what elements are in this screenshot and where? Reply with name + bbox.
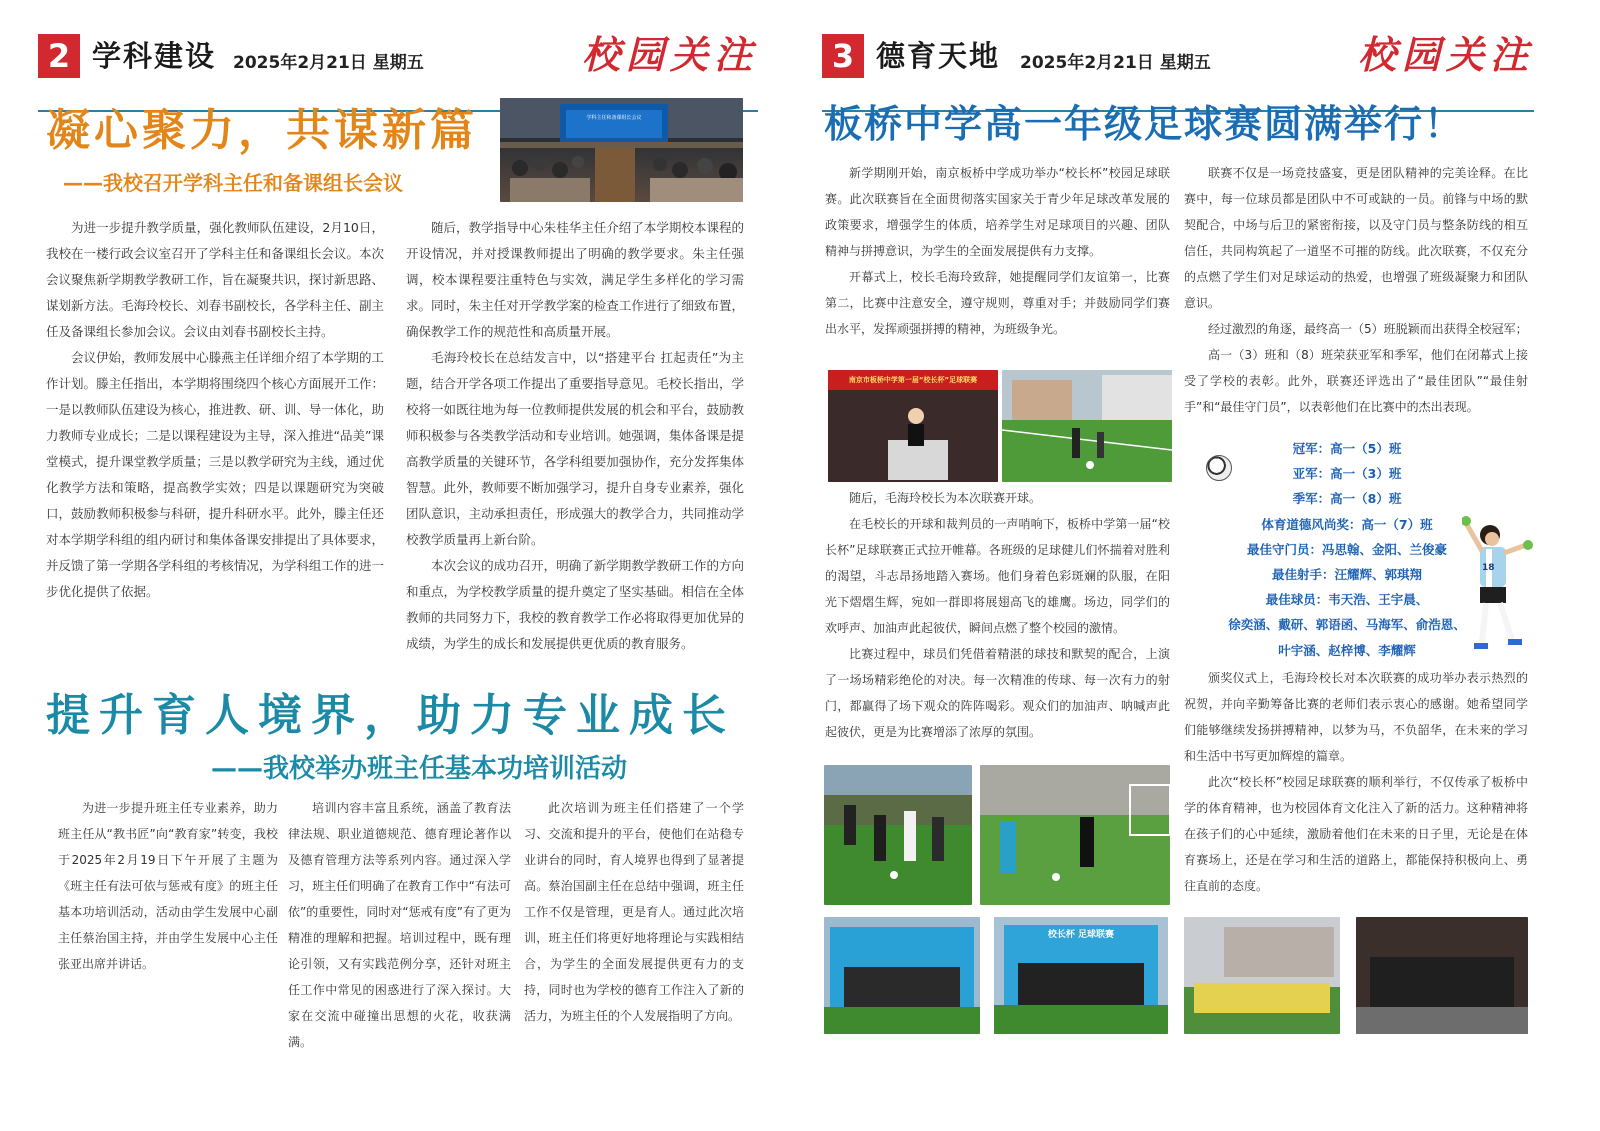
goalkeeper-figure (1462, 515, 1534, 660)
awards-list (1222, 436, 1472, 663)
award-line: 叶宇涵、赵梓博、李耀辉 (1278, 642, 1416, 658)
article-title: 板桥中学高一年级足球赛圆满举行！ (824, 102, 1465, 146)
team-photo-1 (824, 917, 980, 1034)
kickoff-illustration (1002, 370, 1172, 482)
article1-paragraph: 随后，教学指导中心朱桂华主任介绍了本学期校本课程的开设情况，并对授课教师提出了明确的教学要求。朱主任强调，校本课程要注重特色与实效，满足学生多样化的学习需求。同时，朱主任对开学教学案的检查工作进行了细致布置，确保教学工作的规范性和高质量开展。 (406, 220, 744, 339)
football-paragraph: 高一（3）班和（8）班荣获亚军和季军，他们在闭幕式上接受了学校的表彰。此外，联赛还评选出了“最佳团队”“最佳射手”和“最佳守门员”，以表彰他们在比赛中的杰出表现。 (1184, 348, 1528, 414)
board-text: 校长杯 足球联赛 (1047, 930, 1115, 940)
football-paragraph: 新学期刚开始，南京板桥中学成功举办“校长杯”校园足球联赛。此次联赛旨在全面贯彻落实国家关于青少年足球改革发展的政策要求，增强学生的体质，培养学生对足球项目的兴趣、团队精神与拼搏意识，为学生的全面发展提供有力支撑。 (825, 166, 1170, 258)
article2-subtitle: ——我校举办班主任基本功培训活动 (211, 754, 628, 784)
football-paragraph: 比赛过程中，球员们凭借着精湛的球技和默契的配合，上演了一场场精彩绝伦的对决。每一次精准的传球、每一次有力的射门，都赢得了场下观众的阵阵喝彩。观众们的加油声、呐喊声此起彼伏，更是为比赛增添了浓厚的氛围。 (825, 647, 1170, 739)
meeting-screen-text: 学科主任和备课组长会议 (586, 115, 642, 121)
opening-ceremony-illustration (828, 370, 998, 482)
masthead-brand: 校园关注 (1357, 32, 1534, 77)
football-paragraph: 联赛不仅是一场竞技盛宴，更是团队精神的完美诠释。在比赛中，每一位球员都是团队中不可或缺的一员。前锋与中场的默契配合，中场与后卫的紧密衔接，以及守门员与整条防线的相互信任，共同构筑起了一道坚不可摧的防线。此次联赛，不仅充分的点燃了学生们对足球运动的热爱，也增强了班级凝聚力和团队意识。 (1184, 166, 1528, 310)
issue-date: 2025年2月21日 星期五 (233, 53, 424, 73)
award-line: 最佳球员：韦天浩、王宇晨、 (1265, 592, 1429, 608)
award-line: 季军：高一（8）班 (1292, 491, 1402, 507)
football-paragraph: 此次“校长杯”校园足球联赛的顺利举行，不仅传承了板桥中学的体育精神，也为校园体育文化注入了新的活力。这种精神将在孩子们的心中延续，激励着他们在未来的日子里，无论是在体育赛场上，还是在学习和生活的道路上，都能保持积极向上、勇往直前的态度。 (1184, 775, 1528, 893)
right-page (822, 0, 1534, 1131)
meeting-photo (500, 98, 743, 202)
masthead-brand: 校园关注 (581, 32, 758, 77)
article2-paragraph: 此次培训为班主任们搭建了一个学习、交流和提升的平台，使他们在站稳专业讲台的同时，育人境界也得到了显著提高。蔡治国副主任在总结中强调，班主任工作不仅是管理，更是育人。通过此次培训，班主任们将更好地将理论与实践相结合，为学生的全面发展提供更有力的支持，同时也为学校的德育工作注入了新的活力，为班主任的个人发展指明了方向。 (524, 801, 744, 1023)
football-paragraph: 开幕式上，校长毛海玲致辞，她提醒同学们友谊第一，比赛第二，比赛中注意安全，遵守规则，尊重对手；并鼓励同学们赛出水平，发挥顽强拼搏的精神，为班级争光。 (825, 270, 1170, 336)
article1-subtitle: ——我校召开学科主任和备课组长会议 (63, 171, 403, 195)
article1-title: 凝心聚力，共谋新篇 (46, 105, 478, 156)
kickoff-photo (1002, 370, 1172, 482)
match-photo-1-illustration (824, 765, 972, 905)
opening-ceremony-photo (828, 370, 998, 482)
team-photo-3 (1184, 917, 1340, 1034)
article2-column-3 (524, 795, 744, 1029)
article1-paragraph: 会议伊始，教师发展中心滕燕主任详细介绍了本学期的工作计划。滕主任指出，本学期将围绕四个核心方面展开工作：一是以教师队伍建设为核心，推进教、研、训、导一体化，助力教师专业成长；二是以课程建设为主导，深入推进“品美”课堂模式，提升课堂教学质量；三是以教学研究为主线，通过优化教学方法和策略，提高教学实效；四是以课题研究为突破口，鼓励教师积极参与科研，提升科研水平。此外，滕主任还对本学期学科组的组内研讨和集体备课安排提出了具体要求，并反馈了第一学期各学科组的考核情况，为学科组工作的进一步优化提供了依据。 (46, 350, 384, 599)
article2-column-2 (288, 795, 511, 1055)
team-photo-1-illustration (824, 917, 980, 1034)
page-header (38, 30, 758, 84)
award-line: 体育道德风尚奖：高一（7）班 (1261, 516, 1433, 532)
article1-paragraph: 毛海玲校长在总结发言中，以“搭建平台 扛起责任”为主题，结合开学各项工作提出了重要指导意见。毛校长指出，学校将一如既往地为每一位教师提供发展的机会和平台，鼓励教师积极参与各类教学活动和专业培训。她强调，集体备课是提高教学质量的关键环节，各学科组要加强协作，充分发挥集体智慧。此外，教师要不断加强学习，提升自身专业素养，强化团队意识，主动承担责任，形成强大的教学合力，共同推动学校教学质量再上新台阶。 (406, 350, 744, 547)
page-header (822, 30, 1534, 84)
football-column-2-top (1184, 160, 1528, 420)
team-photo-3-illustration (1184, 917, 1340, 1034)
article1-column-right (406, 215, 744, 657)
football-paragraph: 颁奖仪式上，毛海玲校长对本次联赛的成功举办表示热烈的祝贺，并向辛勤筹备比赛的老师们表示衷心的感谢。她希望同学们能够继续发扬拼搏精神，以梦为马，不负韶华，在未来的学习和生活中书写更加辉煌的篇章。 (1184, 671, 1528, 763)
award-line: 最佳射手：汪耀辉、郭琪翔 (1271, 567, 1422, 583)
section-title: 学科建设 (92, 39, 217, 73)
football-paragraph: 在毛校长的开球和裁判员的一声哨响下，板桥中学第一届“校长杯”足球联赛正式拉开帷幕。各班级的足球健儿们怀揣着对胜利的渴望，斗志昂扬地踏入赛场。他们身着色彩斑斓的队服，在阳光下熠熠生辉，宛如一群即将展翅高飞的雄鹰。场边，同学们的欢呼声、加油声此起彼伏，瞬间点燃了整个校园的激情。 (825, 517, 1170, 635)
article2-column-1 (58, 795, 278, 977)
award-line: 亚军：高一（3）班 (1292, 466, 1402, 482)
football-paragraph: 随后，毛海玲校长为本次联赛开球。 (849, 491, 1042, 505)
article1-paragraph: 本次会议的成功召开，明确了新学期教学教研工作的方向和重点，为学校教学质量的提升奠定了坚实基础。相信在全体教师的共同努力下，我校的教育教学工作必将取得更加优异的成绩，为学生的成长和发展提供更优质的教育服务。 (406, 558, 744, 651)
page-number: 2 (38, 34, 80, 78)
match-photo-1 (824, 765, 972, 905)
page-number: 3 (822, 34, 864, 78)
article2-paragraph: 为进一步提升班主任专业素养，助力班主任从“教书匠”向“教育家”转变，我校于2025年2月19日下午开展了主题为《班主任有法可依与惩戒有度》的班主任基本功培训活动，活动由学生发展中心副主任蔡治国主持，并由学生发展中心主任张亚出席并讲话。 (58, 801, 278, 971)
match-photo-2 (980, 765, 1170, 905)
goalkeeper-illustration (1462, 515, 1534, 660)
football-column-1-top (825, 160, 1170, 342)
match-photo-2-illustration (980, 765, 1170, 905)
section-title: 德育天地 (876, 39, 1001, 73)
article2-title: 提升育人境界，助力专业成长 (46, 690, 735, 741)
team-photo-4-illustration (1356, 917, 1528, 1034)
award-line: 徐奕涵、戴研、郭语函、马海军、俞浩恩、 (1228, 617, 1466, 633)
issue-date: 2025年2月21日 星期五 (1020, 53, 1211, 73)
team-photo-4 (1356, 917, 1528, 1034)
article1-paragraph: 为进一步提升教学质量，强化教师队伍建设，2月10日，我校在一楼行政会议室召开了学科主任和备课组长会议。本次会议聚焦新学期教学教研工作，旨在凝聚共识，探讨新思路、谋划新方法。毛海玲校长、刘春书副校长，各学科主任、副主任及备课组长参加会议。会议由刘春书副校长主持。 (46, 220, 384, 339)
article2-paragraph: 培训内容丰富且系统，涵盖了教育法律法规、职业道德规范、德育理论著作以及德育管理方法等系列内容。通过深入学习，班主任们明确了在教育工作中“有法可依”的重要性，同时对“惩戒有度”有了更为精准的理解和把握。培训过程中，既有理论引领，又有实践范例分享，还针对班主任工作中常见的困惑进行了深入探讨。大家在交流中碰撞出思想的火花，收获满满。 (288, 801, 511, 1049)
football-paragraph: 经过激烈的角逐，最终高一（5）班脱颖而出获得全校冠军； (1208, 322, 1528, 336)
football-column-2-bottom (1184, 665, 1528, 899)
award-line: 冠军：高一（5）班 (1292, 441, 1402, 456)
award-line: 最佳守门员：冯思翰、金阳、兰俊豪 (1246, 541, 1447, 557)
team-photo-2 (994, 917, 1168, 1034)
banner-text: 南京市板桥中学第一届“校长杯”足球联赛 (848, 376, 978, 384)
football-column-1-bottom (825, 485, 1170, 745)
goalkeeper-number: 18 (1482, 563, 1495, 573)
left-page (38, 0, 758, 1131)
article1-column-left (46, 215, 384, 605)
